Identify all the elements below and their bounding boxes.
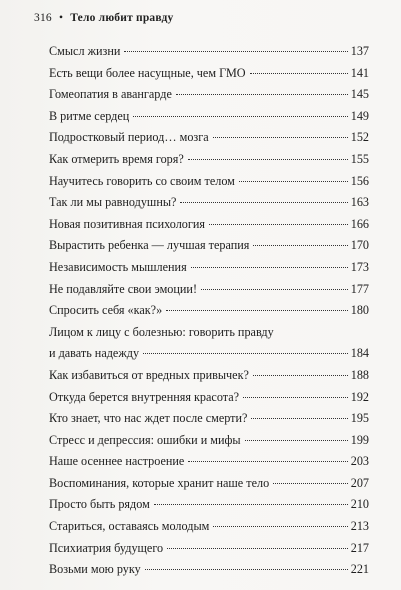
toc-entry-page: 199 [350, 432, 369, 447]
toc-entry-page: 145 [350, 87, 369, 102]
toc-entry [49, 494, 369, 516]
toc-leader-dots [143, 353, 348, 354]
toc-entry-page: 173 [350, 259, 369, 274]
toc-entry-title: Независимость мышления [49, 259, 187, 274]
header-bullet: • [58, 12, 64, 24]
toc-entry [49, 451, 369, 473]
toc-entry-page: 184 [350, 346, 369, 361]
toc-entry-page: 141 [350, 65, 369, 80]
toc-leader-dots [133, 116, 347, 117]
toc-entry [49, 192, 369, 214]
toc-leader-dots [243, 397, 348, 398]
toc-entry-page: 195 [350, 411, 369, 426]
toc-entry-page: 210 [350, 497, 369, 512]
toc-entry-title: Спросить себя «как?» [49, 303, 163, 318]
toc-entry-title: Смысл жизни [49, 44, 121, 58]
toc-entry-title: Кто знает, что нас ждет после смерти? [49, 411, 248, 426]
toc-entry-title: Новая позитивная психология [49, 216, 206, 231]
toc-entry [49, 559, 369, 581]
toc-entry-title: Вырастить ребенка — лучшая терапия [49, 238, 250, 253]
toc-leader-dots [250, 73, 348, 74]
toc-leader-dots [245, 440, 348, 441]
running-header [34, 12, 173, 24]
toc-leader-dots [191, 267, 348, 268]
toc-entry-page: 192 [350, 389, 369, 404]
toc-entry-title: Просто быть рядом [49, 497, 150, 512]
toc-entry-page: 152 [350, 130, 369, 145]
toc-entry-title: Подростковый период… мозга [49, 130, 209, 145]
toc-entry [49, 408, 369, 430]
toc-entry [49, 322, 369, 365]
toc-leader-dots [166, 310, 348, 311]
toc-entry [49, 106, 369, 128]
toc-entry-page: 180 [350, 303, 369, 318]
toc-entry [49, 430, 369, 452]
toc-entry [49, 127, 369, 149]
toc-entry-page: 156 [350, 173, 369, 188]
toc-entry [49, 300, 369, 322]
toc-entry [49, 279, 369, 301]
page-number: 316 [34, 12, 52, 24]
toc-entry-title: Не подавляйте свои эмоции! [49, 281, 198, 296]
toc-entry [49, 41, 369, 63]
toc-leader-dots [239, 181, 348, 182]
toc-entry [49, 84, 369, 106]
toc-leader-dots [253, 375, 348, 376]
toc-entry-page: 188 [350, 367, 369, 382]
toc-leader-dots [213, 526, 347, 527]
toc-entry-title: Гомеопатия в авангарде [49, 87, 172, 102]
toc-entry-title-line2: и давать надежду [49, 346, 140, 361]
toc-entry-title: Откуда берется внутренняя красота? [49, 389, 240, 404]
toc-entry-title: Стресс и депрессия: ошибки и мифы [49, 432, 241, 447]
toc-leader-dots [188, 159, 348, 160]
toc-entry [49, 171, 369, 193]
toc-leader-dots [273, 483, 348, 484]
toc-entry-title: Стариться, оставаясь молодым [49, 519, 210, 534]
toc-entry [49, 538, 369, 560]
table-of-contents [49, 41, 369, 581]
toc-leader-dots [176, 94, 348, 95]
toc-entry-title: В ритме сердец [49, 108, 130, 123]
toc-entry [49, 473, 369, 495]
toc-entry [49, 149, 369, 171]
toc-entry [49, 63, 369, 85]
toc-entry-page: 170 [350, 238, 369, 253]
toc-entry [49, 235, 369, 257]
toc-leader-dots [213, 137, 348, 138]
toc-entry-title: Так ли мы равнодушны? [49, 195, 177, 210]
toc-entry [49, 365, 369, 387]
toc-entry-page: 207 [350, 475, 369, 490]
toc-entry-page: 149 [350, 108, 369, 123]
toc-entry [49, 214, 369, 236]
toc-entry-page: 177 [350, 281, 369, 296]
toc-entry-page: 213 [350, 519, 369, 534]
toc-leader-dots [180, 202, 347, 203]
toc-entry-page: 166 [350, 216, 369, 231]
toc-entry-title: Наше осеннее настроение [49, 454, 185, 469]
toc-entry-page: 155 [350, 151, 369, 166]
toc-leader-dots [124, 51, 347, 52]
toc-entry-page: 221 [350, 562, 369, 577]
toc-leader-dots [167, 548, 348, 549]
toc-leader-dots [251, 418, 347, 419]
toc-entry-title-line1: Лицом к лицу с болезнью: говорить правду [49, 324, 274, 339]
toc-entry [49, 387, 369, 409]
toc-leader-dots [145, 569, 348, 570]
toc-entry-page: 203 [350, 454, 369, 469]
toc-entry [49, 516, 369, 538]
toc-entry-title: Как отмерить время горя? [49, 151, 184, 166]
toc-entry-title: Воспоминания, которые хранит наше тело [49, 475, 270, 490]
toc-leader-dots [154, 504, 348, 505]
toc-entry-line2 [49, 343, 369, 365]
toc-entry-page: 163 [350, 195, 369, 210]
toc-entry-title: Как избавиться от вредных привычек? [49, 367, 249, 382]
toc-leader-dots [188, 461, 347, 462]
toc-entry-title: Психиатрия будущего [49, 540, 164, 555]
toc-leader-dots [209, 224, 348, 225]
toc-entry-title: Научитесь говорить со своим телом [49, 173, 235, 188]
toc-entry-page: 217 [350, 540, 369, 555]
book-title: Тело любит правду [70, 12, 174, 24]
toc-entry-title: Есть вещи более насущные, чем ГМО [49, 65, 246, 80]
toc-entry [49, 257, 369, 279]
toc-entry-title: Возьми мою руку [49, 562, 141, 577]
toc-leader-dots [201, 289, 348, 290]
toc-entry-page: 137 [350, 44, 369, 58]
toc-leader-dots [253, 245, 347, 246]
